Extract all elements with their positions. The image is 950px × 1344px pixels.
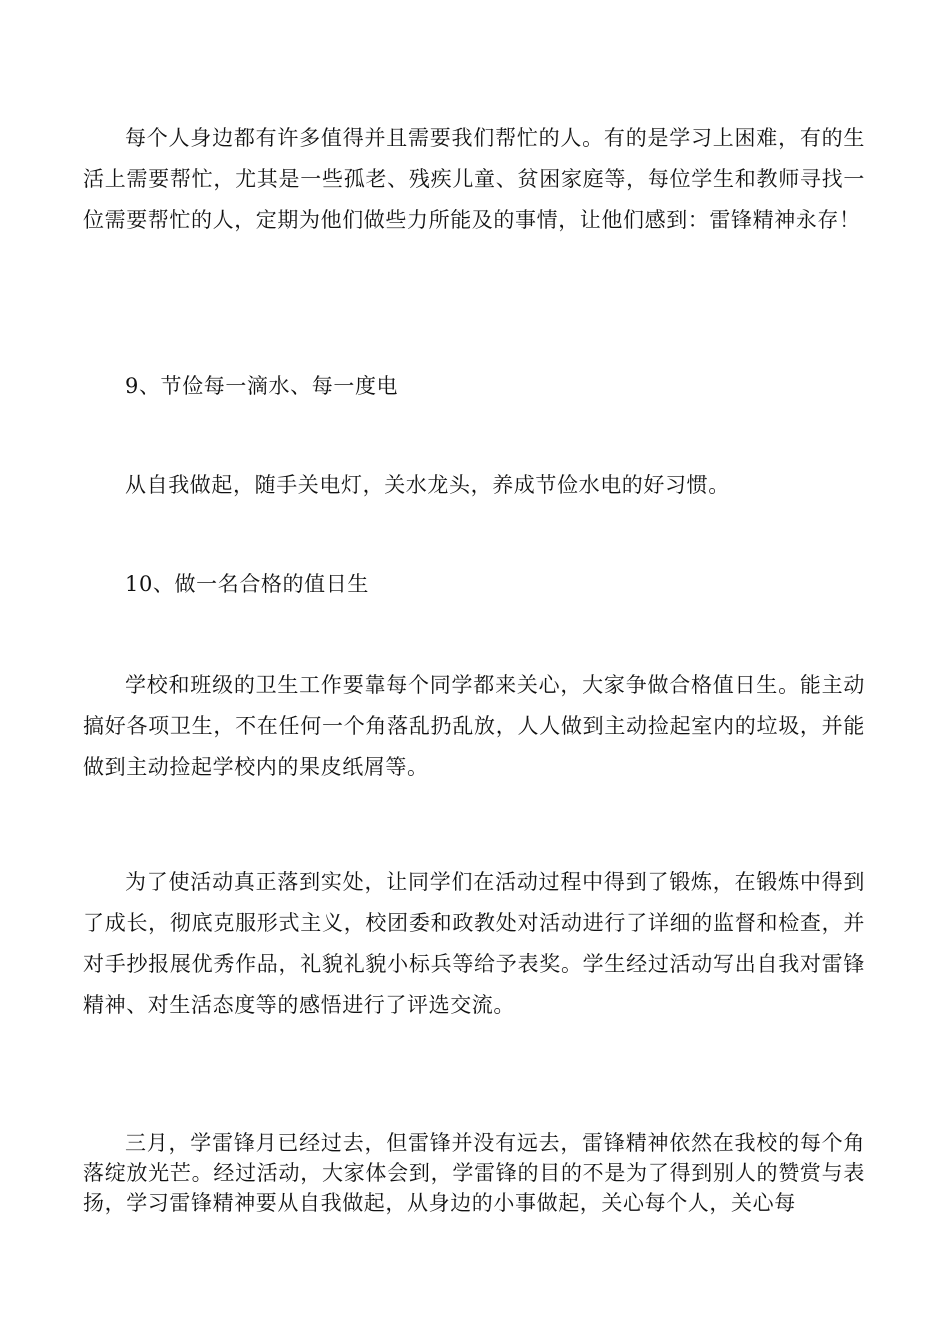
- paragraph-activity-summary: 为了使活动真正落到实处，让同学们在活动过程中得到了锻炼，在锻炼中得到了成长，彻底克服形式主义，校团委和政教处对活动进行了详细的监督和检查，并对手抄报展优秀作品，礼貌礼貌小标兵等给予表奖。学生经过活动写出自我对雷锋精神、对生活态度等的感悟进行了评选交流。: [83, 870, 865, 1017]
- paragraph-march-conclusion: 三月，学雷锋月已经过去，但雷锋并没有远去，雷锋精神依然在我校的每个角落绽放光芒。经过活动，大家体会到，学雷锋的目的不是为了得到别人的赞赏与表扬，学习雷锋精神要从自我做起，从身边的小事做起，关心每个人，关心每: [83, 1131, 865, 1215]
- heading-item-10: 10、做一名合格的值日生: [125, 572, 369, 596]
- paragraph-duty-student: 学校和班级的卫生工作要靠每个同学都来关心，大家争做合格值日生。能主动搞好各项卫生，不在任何一个角落乱扔乱放，人人做到主动捡起室内的垃圾，并能做到主动捡起学校内的果皮纸屑等。: [83, 673, 865, 779]
- heading-item-9: 9、节俭每一滴水、每一度电: [125, 374, 399, 398]
- paragraph-help-others: 每个人身边都有许多值得并且需要我们帮忙的人。有的是学习上困难，有的生活上需要帮忙，尤其是一些孤老、残疾儿童、贫困家庭等，每位学生和教师寻找一位需要帮忙的人，定期为他们做些力所能及的事情，让他们感到：雷锋精神永存！: [83, 126, 865, 232]
- paragraph-save-water-electricity: 从自我做起，随手关电灯，关水龙头，养成节俭水电的好习惯。: [125, 473, 730, 497]
